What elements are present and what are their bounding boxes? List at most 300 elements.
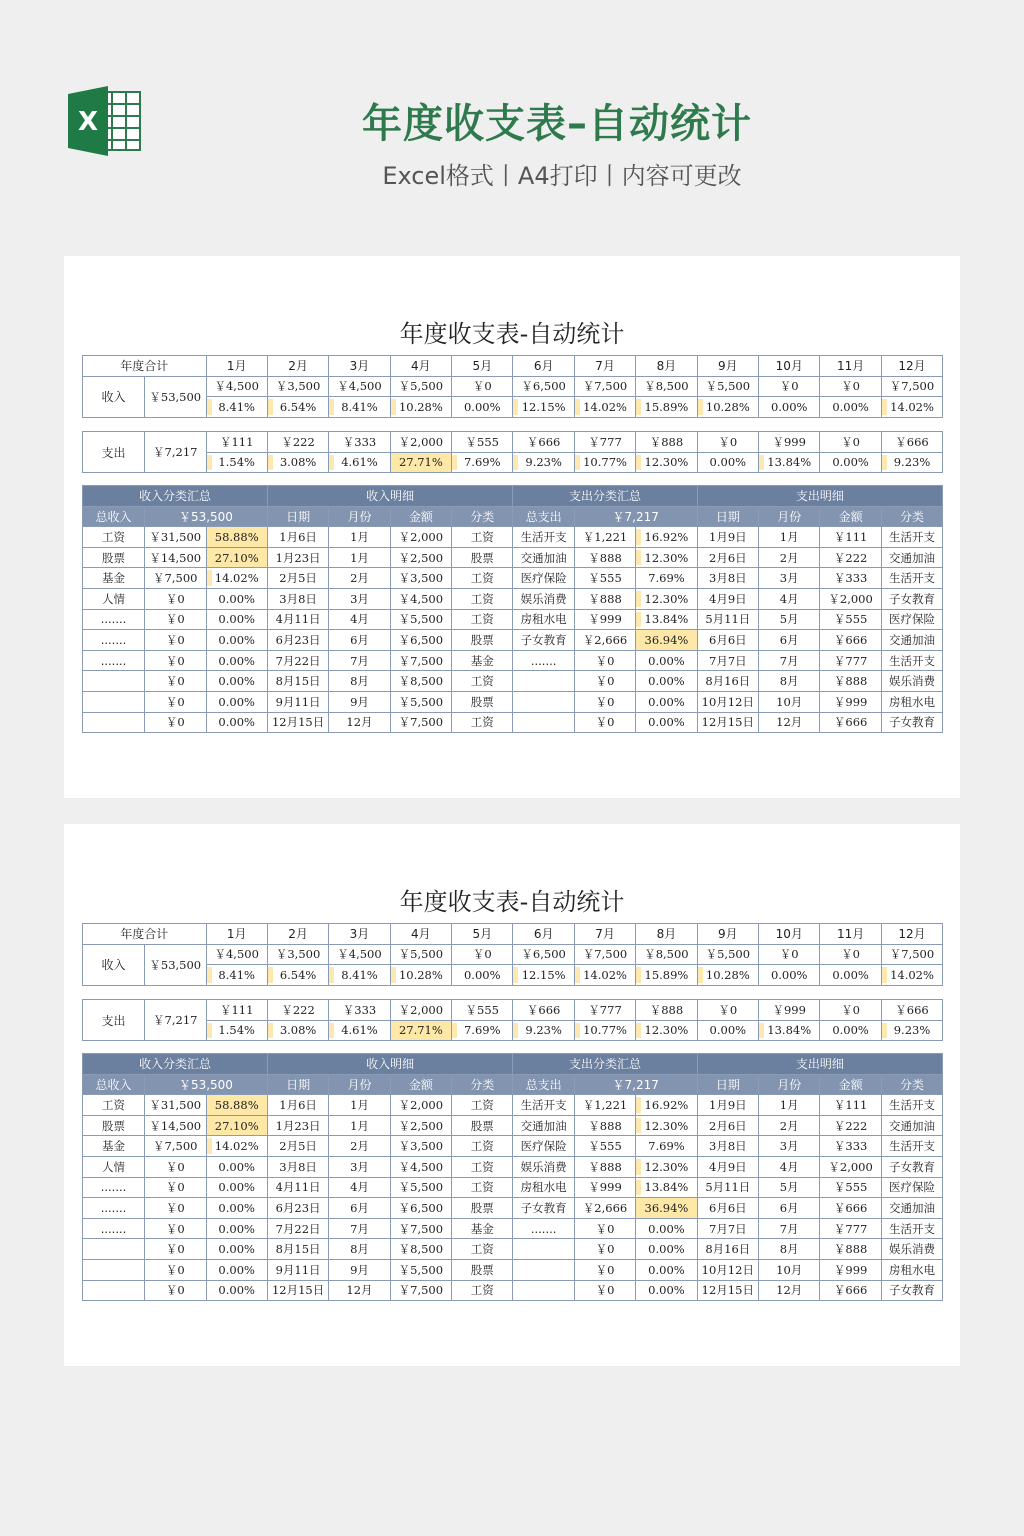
income-month: 12月 <box>329 712 390 733</box>
month-label: 4月 <box>390 924 451 945</box>
income-month: 2月 <box>329 568 390 589</box>
expense-percent: 0.00% <box>697 452 758 473</box>
income-category-amount: ￥0 <box>145 691 207 712</box>
table-row <box>83 1218 943 1239</box>
table-row <box>83 1280 943 1301</box>
income-detail-amount: ￥6,500 <box>390 630 451 651</box>
expense-percent: 9.23% <box>881 1020 942 1041</box>
expense-percent: 9.23% <box>881 452 942 473</box>
detail-section-header-row <box>83 486 943 507</box>
expense-category-amount: ￥0 <box>574 650 635 671</box>
expense-month: 5月 <box>759 1177 820 1198</box>
expense-percent: 10.77% <box>574 452 635 473</box>
month-label: 10月 <box>759 924 820 945</box>
month-label: 11月 <box>820 356 881 377</box>
expense-category-percent: 12.30% <box>636 588 697 609</box>
column-header: 金额 <box>820 506 881 527</box>
income-date: 7月22日 <box>267 1218 328 1239</box>
table-row <box>83 691 943 712</box>
expense-percent: 9.23% <box>513 1020 574 1041</box>
expense-amount: ￥2,000 <box>390 432 451 453</box>
income-percent: 0.00% <box>452 965 513 986</box>
month-label: 8月 <box>636 924 697 945</box>
income-label: 收入 <box>83 376 145 417</box>
table-row <box>83 1115 943 1136</box>
income-category-amount: ￥31,500 <box>145 1095 207 1116</box>
page-subtitle: Excel格式丨A4打印丨内容可更改 <box>382 162 742 190</box>
total-expense-value: ￥7,217 <box>574 1074 697 1095</box>
expense-detail-amount: ￥666 <box>820 630 881 651</box>
table-row <box>83 1239 943 1260</box>
income-label: 收入 <box>83 944 145 985</box>
expense-category <box>513 1280 574 1301</box>
income-category-amount: ￥0 <box>145 1218 207 1239</box>
column-header: 月份 <box>329 1074 390 1095</box>
expense-amount: ￥999 <box>759 1000 820 1021</box>
expense-detail-category: 生活开支 <box>881 568 942 589</box>
expense-month: 8月 <box>759 671 820 692</box>
income-category-percent: 0.00% <box>206 712 267 733</box>
income-category-amount: ￥14,500 <box>145 1115 207 1136</box>
expense-month: 1月 <box>759 1095 820 1116</box>
income-month: 7月 <box>329 1218 390 1239</box>
expense-category: ....... <box>513 650 574 671</box>
expense-detail-category: 医疗保险 <box>881 1177 942 1198</box>
expense-percent: 4.61% <box>329 1020 390 1041</box>
expense-category-percent: 0.00% <box>636 671 697 692</box>
income-category <box>83 1280 145 1301</box>
income-category-percent: 58.88% <box>206 527 267 548</box>
sheet-preview-2 <box>64 824 960 1366</box>
month-label: 2月 <box>267 356 328 377</box>
income-detail-category: 基金 <box>452 650 513 671</box>
income-category <box>83 712 145 733</box>
income-percent: 0.00% <box>820 965 881 986</box>
income-detail-category: 股票 <box>452 630 513 651</box>
total-income-value: ￥53,500 <box>145 1074 268 1095</box>
total-expense-value: ￥7,217 <box>574 506 697 527</box>
expense-month: 4月 <box>759 1156 820 1177</box>
expense-category-summary-header: 支出分类汇总 <box>513 1054 697 1075</box>
expense-category-amount: ￥555 <box>574 568 635 589</box>
sheet-title: 年度收支表-自动统计 <box>399 888 625 916</box>
table-row <box>83 547 943 568</box>
expense-category <box>513 691 574 712</box>
table-row <box>83 1095 943 1116</box>
expense-category-percent: 36.94% <box>636 1198 697 1219</box>
total-income-label: 总收入 <box>83 506 145 527</box>
income-category-percent: 0.00% <box>206 1218 267 1239</box>
month-label: 3月 <box>329 924 390 945</box>
income-amount: ￥0 <box>820 376 881 397</box>
income-amount: ￥0 <box>820 944 881 965</box>
expense-category-percent: 12.30% <box>636 547 697 568</box>
expense-date: 7月7日 <box>697 650 758 671</box>
column-header: 分类 <box>452 506 513 527</box>
expense-amount: ￥0 <box>820 432 881 453</box>
income-category: 基金 <box>83 1136 145 1157</box>
month-header-row <box>83 924 943 945</box>
expense-category-amount: ￥888 <box>574 588 635 609</box>
income-category-amount: ￥14,500 <box>145 547 207 568</box>
income-category-percent: 58.88% <box>206 1095 267 1116</box>
income-detail-category: 工资 <box>452 588 513 609</box>
expense-percent: 0.00% <box>820 452 881 473</box>
income-category: ....... <box>83 609 145 630</box>
income-detail-amount: ￥2,000 <box>390 527 451 548</box>
expense-detail-amount: ￥666 <box>820 1198 881 1219</box>
sheet-title: 年度收支表-自动统计 <box>399 320 625 348</box>
expense-date: 1月9日 <box>697 527 758 548</box>
income-detail-category: 工资 <box>452 1095 513 1116</box>
expense-percent: 4.61% <box>329 452 390 473</box>
income-category-percent: 14.02% <box>206 1136 267 1157</box>
expense-category-percent: 7.69% <box>636 568 697 589</box>
expense-detail-category: 生活开支 <box>881 650 942 671</box>
expense-amount: ￥999 <box>759 432 820 453</box>
expense-month: 7月 <box>759 650 820 671</box>
income-month: 8月 <box>329 671 390 692</box>
expense-date: 6月6日 <box>697 630 758 651</box>
income-detail-category: 工资 <box>452 712 513 733</box>
month-label: 8月 <box>636 356 697 377</box>
income-amount: ￥5,500 <box>390 376 451 397</box>
month-header-row <box>83 356 943 377</box>
expense-month: 6月 <box>759 630 820 651</box>
income-amount: ￥0 <box>452 376 513 397</box>
page-title: 年度收支表–自动统计 <box>362 101 752 147</box>
column-header: 日期 <box>697 1074 758 1095</box>
income-detail-amount: ￥3,500 <box>390 568 451 589</box>
income-detail-amount: ￥5,500 <box>390 609 451 630</box>
expense-amount: ￥333 <box>329 1000 390 1021</box>
table-row <box>83 630 943 651</box>
income-detail-category: 股票 <box>452 1259 513 1280</box>
income-category: ....... <box>83 1177 145 1198</box>
income-amount: ￥7,500 <box>881 376 942 397</box>
expense-category <box>513 1259 574 1280</box>
annual-total-label: 年度合计 <box>83 924 207 945</box>
income-category-amount: ￥0 <box>145 609 207 630</box>
expense-detail-amount: ￥222 <box>820 1115 881 1136</box>
income-detail-category: 基金 <box>452 1218 513 1239</box>
income-percent: 14.02% <box>574 397 635 418</box>
column-header: 分类 <box>881 1074 942 1095</box>
expense-date: 2月6日 <box>697 547 758 568</box>
expense-amount: ￥222 <box>267 1000 328 1021</box>
month-label: 7月 <box>574 356 635 377</box>
table-row <box>83 712 943 733</box>
income-detail-amount: ￥5,500 <box>390 1259 451 1280</box>
expense-detail-amount: ￥111 <box>820 527 881 548</box>
income-category: ....... <box>83 650 145 671</box>
income-category-amount: ￥0 <box>145 1156 207 1177</box>
income-category: ....... <box>83 630 145 651</box>
expense-date: 3月8日 <box>697 1136 758 1157</box>
expense-percent: 7.69% <box>452 452 513 473</box>
income-detail-header: 收入明细 <box>267 486 513 507</box>
expense-detail-header: 支出明细 <box>697 1054 943 1075</box>
expense-detail-category: 交通加油 <box>881 1198 942 1219</box>
income-category <box>83 1259 145 1280</box>
income-detail-amount: ￥7,500 <box>390 1218 451 1239</box>
expense-amount: ￥777 <box>574 1000 635 1021</box>
expense-percent: 27.71% <box>390 452 451 473</box>
income-percent: 0.00% <box>820 397 881 418</box>
expense-category-amount: ￥1,221 <box>574 1095 635 1116</box>
month-label: 9月 <box>697 924 758 945</box>
income-amount: ￥5,500 <box>697 376 758 397</box>
income-date: 12月15日 <box>267 1280 328 1301</box>
detail-column-header-row <box>83 506 943 527</box>
expense-amount: ￥666 <box>513 1000 574 1021</box>
expense-month: 5月 <box>759 609 820 630</box>
income-amount: ￥7,500 <box>574 376 635 397</box>
income-category-amount: ￥0 <box>145 1177 207 1198</box>
income-summary-table <box>82 355 943 418</box>
expense-amount: ￥555 <box>452 1000 513 1021</box>
income-category-percent: 0.00% <box>206 1198 267 1219</box>
income-date: 8月15日 <box>267 1239 328 1260</box>
income-date: 1月23日 <box>267 547 328 568</box>
expense-amount: ￥0 <box>697 432 758 453</box>
expense-category-amount: ￥0 <box>574 691 635 712</box>
income-detail-amount: ￥5,500 <box>390 1177 451 1198</box>
income-category-amount: ￥7,500 <box>145 568 207 589</box>
expense-category: 房租水电 <box>513 1177 574 1198</box>
column-header: 月份 <box>759 506 820 527</box>
income-total: ￥53,500 <box>145 376 207 417</box>
expense-detail-amount: ￥222 <box>820 547 881 568</box>
expense-detail-amount: ￥666 <box>820 712 881 733</box>
income-amount: ￥6,500 <box>513 376 574 397</box>
expense-category-amount: ￥2,666 <box>574 630 635 651</box>
income-amount: ￥5,500 <box>697 944 758 965</box>
expense-percent: 3.08% <box>267 1020 328 1041</box>
income-amount: ￥0 <box>759 376 820 397</box>
income-date: 2月5日 <box>267 1136 328 1157</box>
expense-category-percent: 16.92% <box>636 527 697 548</box>
column-header: 日期 <box>267 1074 328 1095</box>
expense-percent: 9.23% <box>513 452 574 473</box>
income-category-percent: 0.00% <box>206 609 267 630</box>
expense-category-percent: 36.94% <box>636 630 697 651</box>
income-category-percent: 0.00% <box>206 1177 267 1198</box>
expense-percent: 13.84% <box>759 1020 820 1041</box>
income-date: 6月23日 <box>267 1198 328 1219</box>
income-date: 9月11日 <box>267 1259 328 1280</box>
column-header: 金额 <box>820 1074 881 1095</box>
month-label: 3月 <box>329 356 390 377</box>
expense-date: 8月16日 <box>697 1239 758 1260</box>
income-category-percent: 0.00% <box>206 630 267 651</box>
income-date: 4月11日 <box>267 609 328 630</box>
income-category-amount: ￥0 <box>145 1198 207 1219</box>
income-month: 4月 <box>329 609 390 630</box>
income-category-amount: ￥0 <box>145 1239 207 1260</box>
expense-month: 10月 <box>759 1259 820 1280</box>
total-income-value: ￥53,500 <box>145 506 268 527</box>
income-percent: 14.02% <box>881 965 942 986</box>
income-percent: 6.54% <box>267 965 328 986</box>
income-amount: ￥7,500 <box>881 944 942 965</box>
expense-percent: 3.08% <box>267 452 328 473</box>
income-category: 人情 <box>83 1156 145 1177</box>
income-date: 4月11日 <box>267 1177 328 1198</box>
expense-total: ￥7,217 <box>145 1000 207 1041</box>
table-row <box>83 568 943 589</box>
income-amount: ￥3,500 <box>267 376 328 397</box>
expense-amount: ￥888 <box>636 432 697 453</box>
month-label: 5月 <box>452 356 513 377</box>
income-month: 4月 <box>329 1177 390 1198</box>
expense-detail-category: 子女教育 <box>881 1280 942 1301</box>
expense-category-percent: 13.84% <box>636 1177 697 1198</box>
income-category-amount: ￥0 <box>145 671 207 692</box>
table-row <box>83 1259 943 1280</box>
expense-amount: ￥111 <box>206 432 267 453</box>
total-expense-label: 总支出 <box>513 1074 574 1095</box>
income-category-percent: 0.00% <box>206 671 267 692</box>
income-amount: ￥8,500 <box>636 944 697 965</box>
expense-detail-category: 交通加油 <box>881 630 942 651</box>
income-category: 工资 <box>83 527 145 548</box>
detail-table <box>82 1053 943 1301</box>
income-percent: 0.00% <box>452 397 513 418</box>
income-category-percent: 0.00% <box>206 1156 267 1177</box>
income-category-amount: ￥0 <box>145 650 207 671</box>
income-detail-category: 工资 <box>452 1177 513 1198</box>
expense-category-amount: ￥0 <box>574 671 635 692</box>
income-category-percent: 27.10% <box>206 547 267 568</box>
expense-percent-row <box>83 1020 943 1041</box>
expense-category-percent: 12.30% <box>636 1156 697 1177</box>
month-label: 9月 <box>697 356 758 377</box>
income-amount: ￥4,500 <box>329 944 390 965</box>
expense-summary-table <box>82 431 943 473</box>
expense-category: 娱乐消费 <box>513 588 574 609</box>
month-label: 6月 <box>513 924 574 945</box>
income-category: 股票 <box>83 547 145 568</box>
expense-category-amount: ￥999 <box>574 1177 635 1198</box>
column-header: 月份 <box>329 506 390 527</box>
expense-detail-amount: ￥888 <box>820 671 881 692</box>
income-percent: 10.28% <box>390 965 451 986</box>
income-amount: ￥6,500 <box>513 944 574 965</box>
income-amount: ￥4,500 <box>206 944 267 965</box>
expense-category-amount: ￥0 <box>574 1218 635 1239</box>
expense-category-percent: 16.92% <box>636 1095 697 1116</box>
expense-category-percent: 0.00% <box>636 691 697 712</box>
income-date: 8月15日 <box>267 671 328 692</box>
expense-date: 10月12日 <box>697 1259 758 1280</box>
month-label: 11月 <box>820 924 881 945</box>
income-category <box>83 1239 145 1260</box>
income-detail-category: 工资 <box>452 1280 513 1301</box>
month-label: 6月 <box>513 356 574 377</box>
income-detail-category: 股票 <box>452 691 513 712</box>
expense-category: 生活开支 <box>513 527 574 548</box>
income-category-percent: 14.02% <box>206 568 267 589</box>
expense-category-percent: 0.00% <box>636 1259 697 1280</box>
expense-date: 4月9日 <box>697 588 758 609</box>
sheet-preview-1 <box>64 256 960 798</box>
expense-amount: ￥111 <box>206 1000 267 1021</box>
income-date: 6月23日 <box>267 630 328 651</box>
income-percent: 14.02% <box>881 397 942 418</box>
expense-percent: 7.69% <box>452 1020 513 1041</box>
income-detail-category: 工资 <box>452 568 513 589</box>
expense-category: 交通加油 <box>513 1115 574 1136</box>
income-detail-amount: ￥7,500 <box>390 1280 451 1301</box>
income-category-percent: 0.00% <box>206 1280 267 1301</box>
expense-detail-amount: ￥2,000 <box>820 1156 881 1177</box>
expense-date: 4月9日 <box>697 1156 758 1177</box>
expense-month: 3月 <box>759 568 820 589</box>
expense-month: 2月 <box>759 547 820 568</box>
expense-detail-amount: ￥666 <box>820 1280 881 1301</box>
expense-date: 8月16日 <box>697 671 758 692</box>
expense-category-percent: 0.00% <box>636 712 697 733</box>
income-amount: ￥5,500 <box>390 944 451 965</box>
income-category-percent: 0.00% <box>206 1239 267 1260</box>
income-detail-amount: ￥7,500 <box>390 712 451 733</box>
income-detail-category: 工资 <box>452 527 513 548</box>
expense-month: 12月 <box>759 712 820 733</box>
expense-category-summary-header: 支出分类汇总 <box>513 486 697 507</box>
expense-date: 3月8日 <box>697 568 758 589</box>
expense-category-amount: ￥888 <box>574 547 635 568</box>
expense-detail-category: 娱乐消费 <box>881 671 942 692</box>
expense-detail-category: 医疗保险 <box>881 609 942 630</box>
income-amount-row <box>83 944 943 965</box>
income-category: 工资 <box>83 1095 145 1116</box>
income-month: 6月 <box>329 1198 390 1219</box>
expense-category <box>513 1239 574 1260</box>
income-date: 3月8日 <box>267 1156 328 1177</box>
expense-date: 1月9日 <box>697 1095 758 1116</box>
income-percent: 8.41% <box>329 965 390 986</box>
expense-detail-category: 子女教育 <box>881 588 942 609</box>
income-percent: 15.89% <box>636 397 697 418</box>
table-row <box>83 588 943 609</box>
detail-section-header-row <box>83 1054 943 1075</box>
month-label: 10月 <box>759 356 820 377</box>
expense-category: ....... <box>513 1218 574 1239</box>
income-month: 1月 <box>329 547 390 568</box>
income-category-amount: ￥0 <box>145 1259 207 1280</box>
income-date: 1月23日 <box>267 1115 328 1136</box>
expense-percent: 0.00% <box>697 1020 758 1041</box>
income-date: 7月22日 <box>267 650 328 671</box>
page-header <box>0 0 1024 230</box>
expense-category-percent: 0.00% <box>636 1280 697 1301</box>
expense-detail-amount: ￥333 <box>820 568 881 589</box>
expense-percent: 12.30% <box>636 452 697 473</box>
income-date: 1月6日 <box>267 527 328 548</box>
expense-percent: 13.84% <box>759 452 820 473</box>
income-amount: ￥3,500 <box>267 944 328 965</box>
income-month: 7月 <box>329 650 390 671</box>
income-month: 3月 <box>329 1156 390 1177</box>
column-header: 日期 <box>697 506 758 527</box>
income-month: 8月 <box>329 1239 390 1260</box>
expense-label: 支出 <box>83 1000 145 1041</box>
income-category: ....... <box>83 1198 145 1219</box>
expense-category-percent: 7.69% <box>636 1136 697 1157</box>
column-header: 金额 <box>390 506 451 527</box>
income-detail-amount: ￥8,500 <box>390 1239 451 1260</box>
